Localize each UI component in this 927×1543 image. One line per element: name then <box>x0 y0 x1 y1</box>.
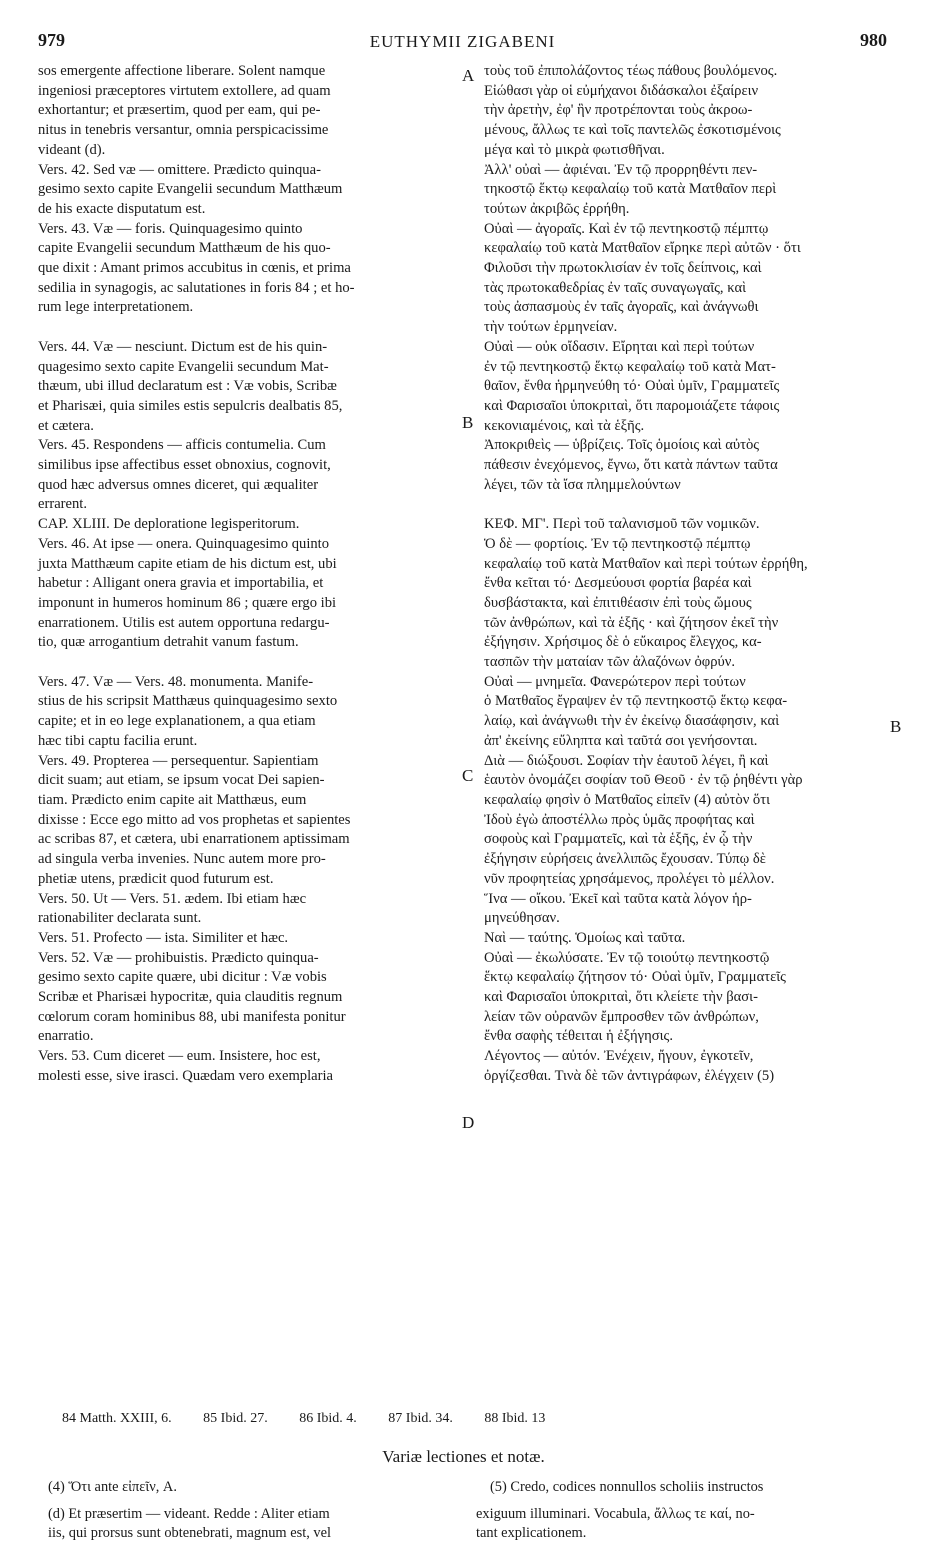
text-line: ἔνθα σαφὴς τέθειται ἡ ἐξήγησις. <box>484 1028 673 1045</box>
text-line: ὀργίζεσθαι. Τινὰ δὲ τῶν ἀντιγράφων, ἐλέγχειν (5) <box>484 1067 775 1084</box>
text-line: thæum, ubi illud declaratum est : Væ vobis, Scribæ <box>38 378 337 395</box>
text-line: Scribæ et Pharisæi hypocritæ, quia clauditis regnum <box>38 989 343 1006</box>
text-line: Vers. 51. Profecto — ista. Similiter et hæc. <box>38 929 289 946</box>
note-d-left <box>48 1505 458 1543</box>
note-5: (5) Credo, codices nonnullos scholiis instructos <box>490 1479 764 1495</box>
text-line: πάθεσιν ἐνεχόμενος, ἔγνω, ὅτι κατὰ πάντων ταῦτα <box>484 457 778 474</box>
text-line: Ἀλλ' οὐαὶ — ἀφιέναι. Ἐν τῷ προρρηθέντι πεν- <box>484 161 758 178</box>
footnote-ref: 86 Ibid. 4. <box>299 1411 357 1426</box>
note-4: (4) Ὅτι ante εἰπεῖν, A. <box>48 1479 177 1495</box>
page-number-left: 979 <box>38 30 65 50</box>
text-line: Vers. 45. Respondens — afficis contumelia. Cum <box>38 437 326 454</box>
text-line: Vers. 47. Væ — Vers. 48. monumenta. Manife- <box>38 673 314 690</box>
text-line: ἑαυτὸν ὀνομάζει σοφίαν τοῦ Θεοῦ · ἐν τῷ ῥηθέντι γὰρ <box>484 772 803 789</box>
text-line: Οὐαὶ — μνημεῖα. Φανερώτερον περὶ τούτων <box>484 673 746 690</box>
text-line: λέγει, τῶν τὰ ἴσα πλημμελούντων <box>484 476 681 493</box>
text-line: ac scribas 87, et cætera, ubi enarrationem aptissimam <box>38 831 350 848</box>
text-line: dixisse : Ecce ego mitto ad vos prophetas et sapientes <box>38 811 351 828</box>
text-line: enarratio. <box>38 1028 94 1045</box>
text-line: θαῖον, ἔνθα ἡρμηνεύθη τό· Οὐαὶ ὑμῖν, Γραμματεῖς <box>484 378 780 395</box>
text-line: Vers. 46. At ipse — onera. Quinquagesimo quinto <box>38 535 330 552</box>
margin-marker-a: A <box>462 66 475 85</box>
text-line: habetur : Alligant onera gravia et importabilia, et <box>38 575 324 592</box>
text-line: Vers. 52. Væ — prohibuistis. Prædicto quinqua- <box>38 949 319 966</box>
note-d-line: (d) Et præsertim — videant. Redde : Aliter etiam <box>48 1506 330 1522</box>
text-line: sos emergente affectione liberare. Solent namque <box>38 63 326 79</box>
text-line: exhortantur; et præsertim, quod per eam, qui pe- <box>38 102 321 119</box>
note-d-line: iis, qui prorsus sunt obtenebrati, magnum est, vel <box>48 1525 331 1541</box>
text-line: Vers. 44. Væ — nesciunt. Dictum est de his quin- <box>38 338 328 355</box>
text-line: molesti esse, sive irasci. Quædam vero exemplaria <box>38 1067 334 1084</box>
text-line: Vers. 50. Ut — Vers. 51. ædem. Ibi etiam hæc <box>38 890 307 907</box>
text-line: Οὐαὶ — ἐκωλύσατε. Ἐν τῷ τοιούτῳ πεντηκοστῷ <box>484 949 770 966</box>
text-line: ἔνθα κεῖται τό· Δεσμεύουσι φορτία βαρέα καὶ <box>484 575 752 592</box>
text-line: videant (d). <box>38 141 106 158</box>
text-line: de his exacte disputatum est. <box>38 200 206 217</box>
text-line: quod hæc adversus omnes diceret, qui æqualiter <box>38 476 319 493</box>
margin-marker-c: C <box>462 766 474 785</box>
text-line: Διὰ — διώξουσι. Σοφίαν τὴν ἑαυτοῦ λέγει, ἢ καὶ <box>484 752 769 769</box>
text-line: cœlorum coram hominibus 88, ubi manifesta ponitur <box>38 1008 346 1025</box>
text-line: hæc tibi captu facilia erunt. <box>38 732 198 749</box>
text-line: ἐξήγησιν. Χρήσιμος δὲ ὁ εὔκαιρος ἔλεγχος, κα- <box>484 634 762 651</box>
text-line: errarent. <box>38 496 88 513</box>
text-line: ἕκτῳ κεφαλαίῳ ζήτησον τό· Οὐαὶ ὑμῖν, Γραμματεῖς <box>484 969 786 986</box>
text-line: Οὐαὶ — οὐκ οἴδασιν. Εἴρηται καὶ περὶ τούτων <box>484 338 755 355</box>
text-line: gesimo sexto capite Evangelii secundum Matthæum <box>38 181 343 198</box>
text-line: μέγα καὶ τὸ μικρὰ φωτισθῆναι. <box>484 141 665 158</box>
text-line: Ἰδοὺ ἐγὼ ἀποστέλλω πρὸς ὑμᾶς προφήτας καὶ <box>484 811 755 828</box>
running-header <box>38 30 887 54</box>
latin-column <box>38 62 456 1087</box>
text-line: καὶ Φαρισαῖοι ὑποκριταὶ, ὅτι κλείετε τὴν βασι- <box>484 989 758 1006</box>
text-line: Φιλοῦσι τὴν πρωτοκλισίαν ἐν τοῖς δείπνοις, καὶ <box>484 260 762 277</box>
text-line: que dixit : Amant primos accubitus in cœnis, et prima <box>38 260 351 277</box>
footnote-ref: 84 Matth. XXIII, 6. <box>62 1411 172 1426</box>
page-number-right: 980 <box>860 30 887 50</box>
greek-column <box>484 62 886 1087</box>
text-line: νῦν προφητείας χρησάμενος, προλέγει τὸ μέλλον. <box>484 870 775 887</box>
text-line: et Pharisæi, quia similes estis sepulcris dealbatis 85, <box>38 397 343 414</box>
text-line: ingeniosi præceptores virtutem extollere, ad quam <box>38 82 331 99</box>
text-line: τούτων ἀκριβῶς ἐρρήθη. <box>484 200 630 217</box>
scripture-references <box>62 1411 892 1427</box>
note-d-line: exiguum illuminari. Vocabula, ἄλλως τε καί, no- <box>476 1506 755 1522</box>
text-line: ἐν τῷ πεντηκοστῷ ἕκτῳ κεφαλαίῳ τοῦ κατὰ Ματ- <box>484 358 776 375</box>
text-line: ἀπ' ἐκείνης εὔληπτα καὶ ταῦτά σοι γενήσονται. <box>484 732 758 749</box>
text-line: καὶ Φαρισαῖοι ὑποκριταὶ, ὅτι παρομοιάζετε τάφοις <box>484 397 780 414</box>
text-line: σοφοὺς καὶ Γραμματεῖς, καὶ τὰ ἑξῆς, ἐν ᾧ τὴν <box>484 831 753 848</box>
text-line: quagesimo sexto capite Evangelii secundum Mat- <box>38 358 329 375</box>
text-line: Ἀποκριθεὶς — ὑβρίζεις. Τοῖς ὁμοίοις καὶ αὐτὸς <box>484 437 760 454</box>
text-line: τοὺς ἀσπασμοὺς ἐν ταῖς ἀγοραῖς, καὶ ἀνάγνωθι <box>484 299 759 316</box>
text-line: stius de his scripsit Matthæus quinquagesimo sexto <box>38 693 338 710</box>
text-line: capite; et in eo lege explanationem, a qua etiam <box>38 713 316 730</box>
text-line: imponunt in humeros hominum 86 ; quære ergo ibi <box>38 594 337 611</box>
text-line <box>38 318 456 338</box>
text-line: tio, quæ arrogantium detrahit vanum fastum. <box>38 634 299 651</box>
text-line: λαίῳ, καὶ ἀνάγνωθι τὴν ἐν ἐκείνῳ διασάφησιν, καὶ <box>484 713 780 730</box>
text-line: Οὐαὶ — ἀγοραῖς. Καὶ ἐν τῷ πεντηκοστῷ πέμπτῳ <box>484 220 769 237</box>
text-line: μένους, ἄλλως τε καὶ τοῖς παντελῶς ἐσκοτισμένοις <box>484 122 781 139</box>
text-line: nitus in tenebris versantur, omnia perspicacissime <box>38 122 329 139</box>
margin-marker-b: B <box>462 413 474 432</box>
text-line <box>484 495 886 515</box>
text-line: gesimo sexto capite quære, ubi dicitur : Væ vobis <box>38 969 327 986</box>
margin-marker-d: D <box>462 1113 475 1132</box>
text-line: phetiæ utens, prædicit quod futurum est. <box>38 870 274 887</box>
text-line: ad singula verba invenies. Nunc autem more pro- <box>38 851 326 868</box>
text-line: Ἵνα — οἴκου. Ἐκεῖ καὶ ταῦτα κατὰ λόγον ἡρ- <box>484 890 752 907</box>
text-line: ὁ Ματθαῖος ἔγραψεν ἐν τῷ πεντηκοστῷ ἕκτῳ κεφα- <box>484 693 788 710</box>
note-d-line: tant explicationem. <box>476 1525 587 1541</box>
footnote-ref: 85 Ibid. 27. <box>203 1411 268 1426</box>
text-line: rationabiliter declarata sunt. <box>38 910 202 927</box>
text-line: τὴν ἀρετὴν, ἐφ' ἣν προτρέπονται τοὺς ἀκροω- <box>484 102 753 119</box>
text-line: δυσβάστακτα, καὶ ἐπιτιθέασιν ἐπὶ τοὺς ὤμους <box>484 594 752 611</box>
margin-marker-b-right: B <box>890 717 902 736</box>
text-line: juxta Matthæum capite etiam de his dictum est, ubi <box>38 555 337 572</box>
text-line: κεφαλαίῳ φησὶν ὁ Ματθαῖος εἰπεῖν (4) αὐτὸν ὅτι <box>484 792 771 808</box>
text-line: similibus ipse affectibus esset obnoxius, cognovit, <box>38 457 331 474</box>
text-line: rum lege interpretationem. <box>38 299 194 316</box>
text-line: capite Evangelii secundum Matthæum de his quo- <box>38 240 331 257</box>
text-line: Εἰώθασι γὰρ οἱ εὐμήχανοι διδάσκαλοι ἐξαίρειν <box>484 82 759 99</box>
text-line: τοὺς τοῦ ἐπιπολάζοντος τέως πάθους βουλόμενος. <box>484 63 778 79</box>
footnote-ref: 88 Ibid. 13 <box>484 1411 546 1426</box>
text-line: λείαν τῶν οὐρανῶν ἔμπροσθεν τῶν ἀνθρώπων, <box>484 1008 759 1025</box>
text-line: τὰς πρωτοκαθεδρίας ἐν ταῖς συναγωγαῖς, καὶ <box>484 279 747 296</box>
text-line: Vers. 53. Cum diceret — eum. Insistere, hoc est, <box>38 1048 321 1065</box>
text-line: τὴν τούτων ἑρμηνείαν. <box>484 319 618 336</box>
text-line: enarrationem. Utilis est autem opportuna redargu- <box>38 614 330 631</box>
text-line: Ναὶ — ταύτης. Ὁμοίως καὶ ταῦτα. <box>484 929 686 946</box>
text-line: tiam. Prædicto enim capite ait Matthæus, eum <box>38 791 307 808</box>
text-line: κεφαλαίῳ τοῦ κατὰ Ματθαῖον εἴρηκε περὶ αὐτῶν · ὅτι <box>484 240 801 257</box>
text-line: Vers. 49. Propterea — persequentur. Sapientiam <box>38 752 319 769</box>
text-line: κεφαλαίῳ τοῦ κατὰ Ματθαῖον καὶ περὶ τούτων ἐρρήθη, <box>484 555 808 572</box>
text-line: Ὁ δὲ — φορτίοις. Ἐν τῷ πεντηκοστῷ πέμπτῳ <box>484 535 751 552</box>
variae-lectiones-title: Variæ lectiones et notæ. <box>382 1447 545 1466</box>
text-line: ἐξήγησιν εὑρήσεις ἀνελλιπῶς ἔχουσαν. Τύπῳ δὲ <box>484 851 766 868</box>
text-line: CAP. XLIII. De deploratione legisperitorum. <box>38 516 300 533</box>
running-title: EUTHYMII ZIGABENI <box>369 32 556 51</box>
text-line: Λέγοντος — αὐτόν. Ἐνέχειν, ἤγουν, ἐγκοτεῖν, <box>484 1048 754 1065</box>
text-line: κεκονιαμένοις, καὶ τὰ ἑξῆς. <box>484 417 645 434</box>
footnote-ref: 87 Ibid. 34. <box>388 1411 453 1426</box>
text-line: sedilia in synagogis, ac salutationes in foris 84 ; et ho- <box>38 279 355 296</box>
text-line: Vers. 42. Sed væ — omittere. Prædicto quinqua- <box>38 161 321 178</box>
text-line <box>38 653 456 673</box>
text-line: τῶν ἀνθρώπων, καὶ τὰ ἑξῆς · καὶ ζήτησον ἐκεῖ τὴν <box>484 614 779 631</box>
text-line: et cætera. <box>38 417 94 434</box>
text-line: ΚΕΦ. ΜΓ'. Περὶ τοῦ ταλανισμοῦ τῶν νομικῶν. <box>484 516 760 533</box>
text-line: dicit suam; aut etiam, se ipsum vocat Dei sapien- <box>38 772 325 789</box>
text-line: μηνεύθησαν. <box>484 910 560 927</box>
text-line: Vers. 43. Væ — foris. Quinquagesimo quinto <box>38 220 303 237</box>
text-line: τηκοστῷ ἕκτῳ κεφαλαίῳ τοῦ κατὰ Ματθαῖον περὶ <box>484 181 777 198</box>
note-d-right <box>476 1505 896 1543</box>
text-line: τασπῶν τὴν ματαίαν τῶν ἀλαζόνων ὀφρύν. <box>484 654 735 671</box>
